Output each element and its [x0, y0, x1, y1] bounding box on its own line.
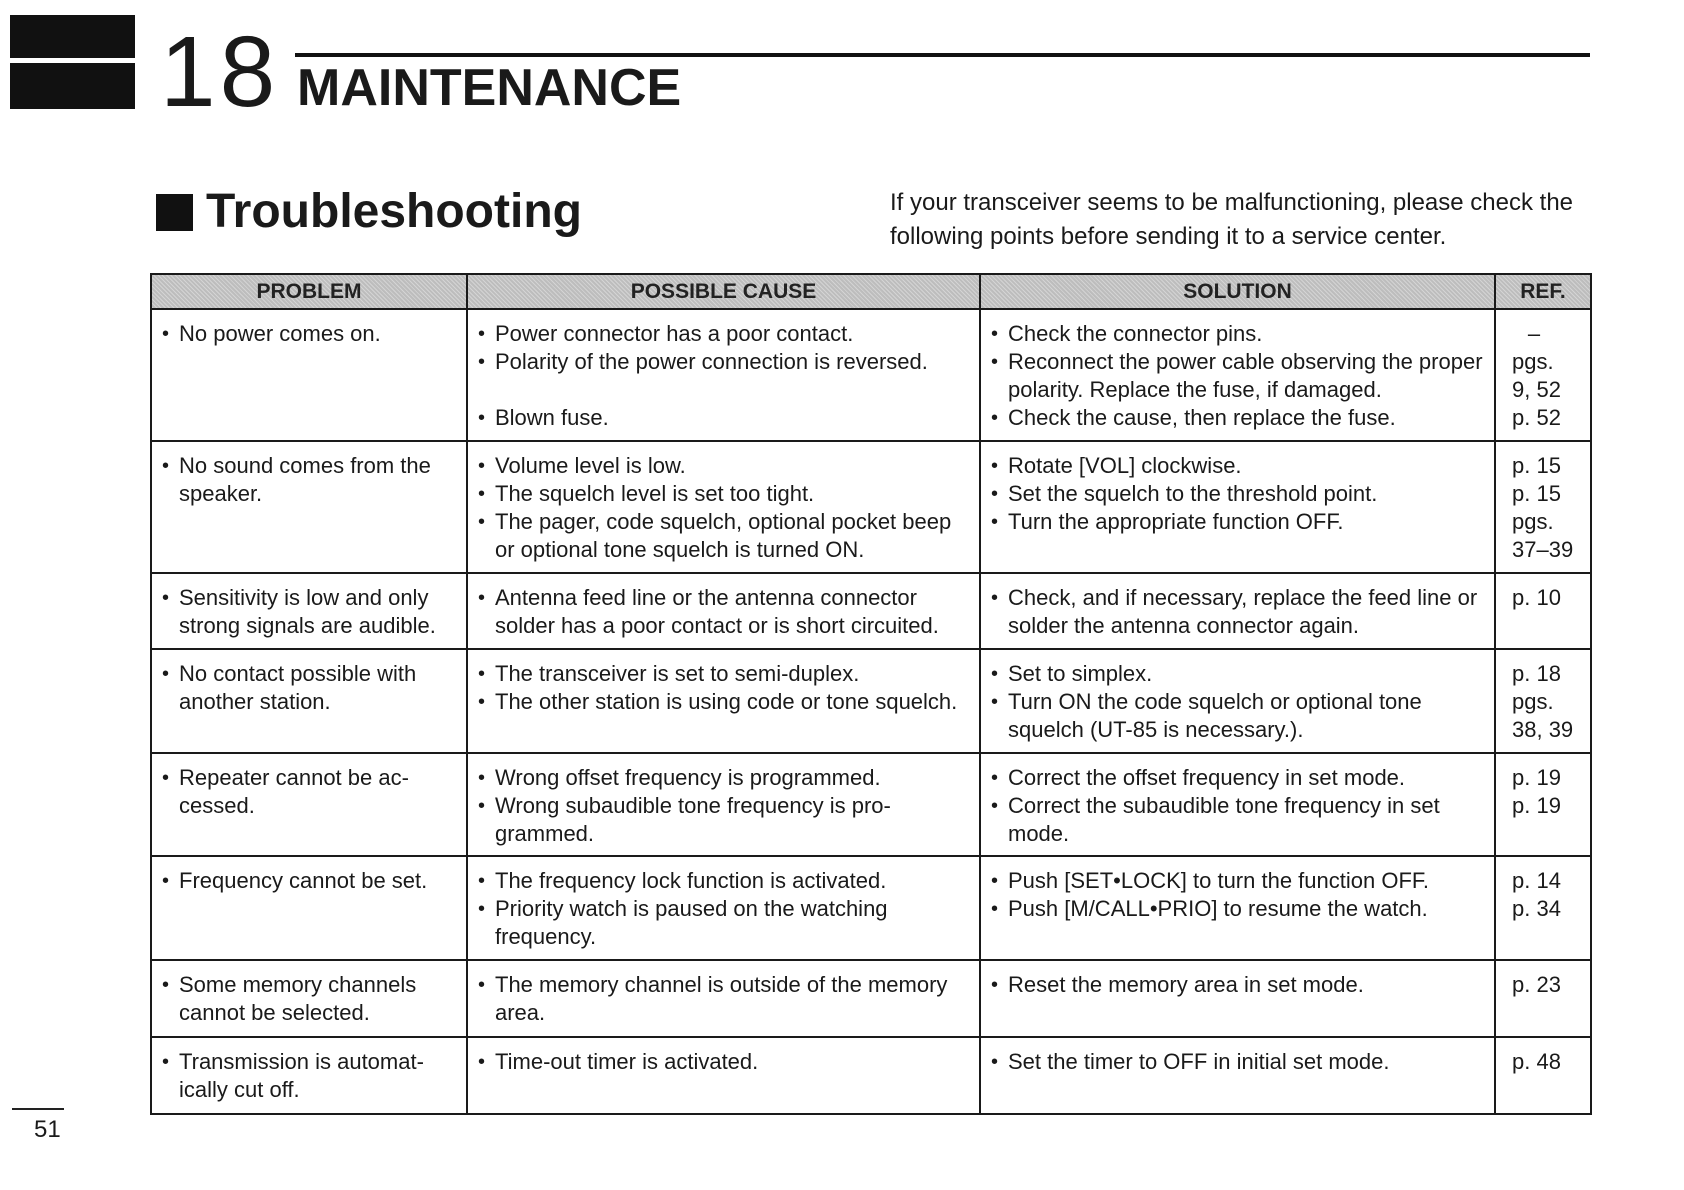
cause-cell	[467, 573, 980, 649]
table-row	[151, 960, 1591, 1037]
table-row	[151, 649, 1591, 753]
ref-value: pgs.	[1512, 509, 1554, 534]
cause-item: • Polarity of the power connection is reversed.	[478, 348, 969, 376]
page-number-rule	[12, 1108, 64, 1110]
cause-item: • Time-out timer is activated.	[478, 1048, 969, 1076]
table-header-row	[151, 274, 1591, 309]
intro-paragraph: If your transceiver seems to be malfunctioning, please check the following points before sending it to a service center.	[890, 189, 1574, 250]
cause-cell	[467, 1037, 980, 1114]
solution-item: • Turn ON the code squelch or optional tone squelch (UT-85 is necessary.).	[991, 688, 1484, 744]
cause-item: • The memory channel is outside of the memory area.	[478, 971, 969, 1027]
solution-item: • Set the squelch to the threshold point.	[991, 480, 1484, 508]
table-row	[151, 753, 1591, 856]
cause-cell	[467, 441, 980, 573]
ref-value: p. 15	[1512, 481, 1561, 506]
table-row	[151, 856, 1591, 960]
header-solution: SOLUTION	[980, 274, 1495, 309]
problem-cell	[151, 1037, 467, 1114]
solution-item: • Turn the appropriate function OFF.	[991, 508, 1484, 536]
section-bullet-square	[156, 194, 193, 231]
solution-item: • Rotate [VOL] clockwise.	[991, 452, 1484, 480]
solution-item: • Check the connector pins.	[991, 320, 1484, 348]
ref-cell	[1495, 856, 1591, 960]
ref-cell	[1495, 960, 1591, 1037]
cause-cell	[467, 649, 980, 753]
problem-cell	[151, 649, 467, 753]
ref-value: p. 48	[1512, 1049, 1561, 1074]
problem-text: • No contact possible with another station.	[162, 660, 456, 716]
header-ref: REF.	[1495, 274, 1591, 309]
solution-item: • Reconnect the power cable observing the proper polarity. Replace the fuse, if damaged.	[991, 348, 1484, 404]
ref-value: 37–39	[1512, 537, 1574, 562]
problem-text: • Frequency cannot be set.	[162, 867, 456, 895]
table-row	[151, 1037, 1591, 1114]
problem-cell	[151, 753, 467, 856]
chapter-title: MAINTENANCE	[297, 59, 682, 117]
problem-text: • Repeater cannot be ac-cessed.	[162, 764, 456, 820]
solution-cell	[980, 309, 1495, 441]
ref-value: p. 15	[1512, 453, 1561, 478]
ref-value: p. 10	[1512, 585, 1561, 610]
ref-value: p. 34	[1512, 896, 1561, 921]
ref-cell	[1495, 573, 1591, 649]
cause-item: • Volume level is low.	[478, 452, 969, 480]
cause-item: • Antenna feed line or the antenna connector solder has a poor contact or is short circuited.	[478, 584, 969, 640]
problem-text: • Some memory channels cannot be selected.	[162, 971, 456, 1027]
table-row	[151, 573, 1591, 649]
solution-cell	[980, 649, 1495, 753]
problem-text: • Sensitivity is low and only strong signals are audible.	[162, 584, 456, 640]
chapter-number: 18	[160, 16, 280, 128]
solution-item: • Push [SET•LOCK] to turn the function OFF.	[991, 867, 1484, 895]
cause-item: • Power connector has a poor contact.	[478, 320, 969, 348]
ref-value: p. 52	[1512, 405, 1561, 430]
ref-value: 9, 52	[1512, 377, 1561, 402]
ref-value: p. 19	[1512, 765, 1561, 790]
cause-item: • Wrong subaudible tone frequency is pro-grammed.	[478, 792, 969, 848]
ref-value: –	[1527, 321, 1541, 346]
cause-item: • The squelch level is set too tight.	[478, 480, 969, 508]
solution-item: • Correct the subaudible tone frequency in set mode.	[991, 792, 1484, 848]
ref-value: pgs.	[1512, 689, 1554, 714]
solution-cell	[980, 1037, 1495, 1114]
cause-cell	[467, 753, 980, 856]
solution-item: • Check the cause, then replace the fuse.	[991, 404, 1484, 432]
cause-item: • The other station is using code or tone squelch.	[478, 688, 969, 716]
problem-cell	[151, 309, 467, 441]
table-row	[151, 309, 1591, 441]
solution-cell	[980, 753, 1495, 856]
ref-value: pgs.	[1512, 349, 1554, 374]
chapter-tab-bar	[10, 15, 135, 58]
solution-cell	[980, 573, 1495, 649]
problem-cell	[151, 856, 467, 960]
solution-item: • Push [M/CALL•PRIO] to resume the watch.	[991, 895, 1484, 923]
chapter-tab-bar	[10, 63, 135, 109]
ref-value: p. 19	[1512, 793, 1561, 818]
header-problem: PROBLEM	[151, 274, 467, 309]
troubleshooting-table	[150, 273, 1592, 1115]
cause-cell	[467, 856, 980, 960]
chapter-header-rule	[295, 53, 1590, 57]
solution-item: • Reset the memory area in set mode.	[991, 971, 1484, 999]
cause-item: • The transceiver is set to semi-duplex.	[478, 660, 969, 688]
ref-cell	[1495, 753, 1591, 856]
section-title: Troubleshooting	[206, 185, 582, 238]
problem-cell	[151, 573, 467, 649]
page-number: 51	[34, 1116, 61, 1143]
ref-cell	[1495, 1037, 1591, 1114]
ref-cell	[1495, 309, 1591, 441]
problem-cell	[151, 441, 467, 573]
ref-value: p. 14	[1512, 868, 1561, 893]
solution-cell	[980, 441, 1495, 573]
ref-cell	[1495, 649, 1591, 753]
problem-cell	[151, 960, 467, 1037]
cause-item: • Blown fuse.	[478, 404, 969, 432]
solution-cell	[980, 960, 1495, 1037]
ref-cell	[1495, 441, 1591, 573]
solution-item: • Correct the offset frequency in set mode.	[991, 764, 1484, 792]
solution-cell	[980, 856, 1495, 960]
problem-text: • No sound comes from the speaker.	[162, 452, 456, 508]
ref-value: p. 23	[1512, 972, 1561, 997]
solution-item: • Set to simplex.	[991, 660, 1484, 688]
cause-item: • The frequency lock function is activated.	[478, 867, 969, 895]
cause-item: • The pager, code squelch, optional pocket beep or optional tone squelch is turned ON.	[478, 508, 969, 564]
cause-cell	[467, 960, 980, 1037]
problem-text: • Transmission is automat-ically cut off.	[162, 1048, 456, 1104]
table-row	[151, 441, 1591, 573]
cause-item: • Priority watch is paused on the watching frequency.	[478, 895, 969, 951]
cause-item: • Wrong offset frequency is programmed.	[478, 764, 969, 792]
ref-value: p. 18	[1512, 661, 1561, 686]
solution-item: • Check, and if necessary, replace the feed line or solder the antenna connector again.	[991, 584, 1484, 640]
header-possible-cause: POSSIBLE CAUSE	[467, 274, 980, 309]
cause-cell	[467, 309, 980, 441]
problem-text: • No power comes on.	[162, 320, 456, 348]
solution-item: • Set the timer to OFF in initial set mode.	[991, 1048, 1484, 1076]
ref-value: 38, 39	[1512, 717, 1574, 742]
